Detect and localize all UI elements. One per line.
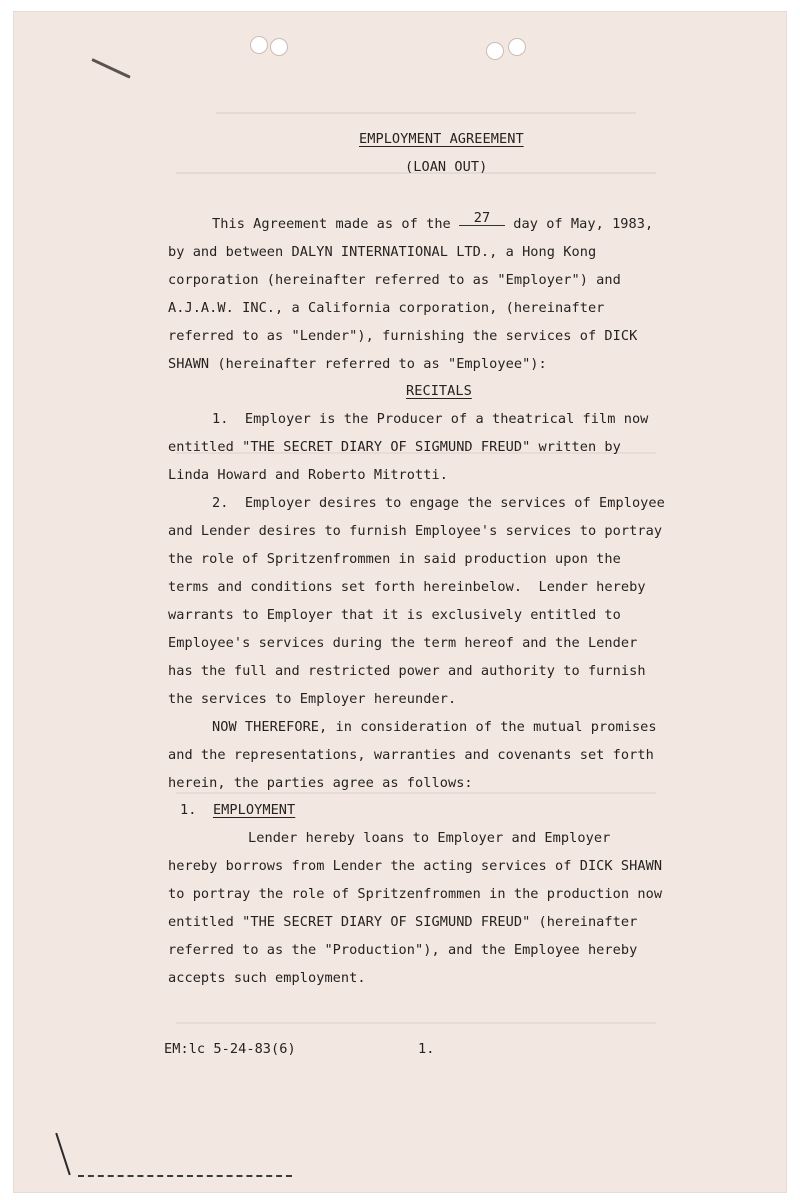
intro-lead: This Agreement made as of the xyxy=(212,216,451,232)
intro-line: SHAWN (hereinafter referred to as "Employee"): xyxy=(168,356,547,372)
recital-2-line: terms and conditions set forth hereinbelow. Lender hereby xyxy=(168,579,646,595)
recital-2-line: has the full and restricted power and authority to furnish xyxy=(168,663,646,679)
day-blank xyxy=(459,211,505,226)
pen-mark xyxy=(55,1133,70,1175)
document-body xyxy=(14,12,786,1192)
recital-1-line: 1. Employer is the Producer of a theatrical film now xyxy=(212,411,649,427)
intro-line: referred to as "Lender"), furnishing the services of DICK xyxy=(168,328,638,344)
section-1-line: accepts such employment. xyxy=(168,970,366,986)
section-1-line: hereby borrows from Lender the acting services of DICK SHAWN xyxy=(168,858,663,874)
recital-2-line: the role of Spritzenfrommen in said production upon the xyxy=(168,551,621,567)
recital-2-line: the services to Employer hereunder. xyxy=(168,691,457,707)
page-number: 1. xyxy=(418,1041,435,1057)
section-1-line: referred to as the "Production"), and the Employee hereby xyxy=(168,942,638,958)
recital-2-line: 2. Employer desires to engage the services of Employee xyxy=(212,495,665,511)
now-therefore-line: herein, the parties agree as follows: xyxy=(168,775,473,791)
section-1-line: to portray the role of Spritzenfrommen in the production now xyxy=(168,886,663,902)
recital-1-line: entitled "THE SECRET DIARY OF SIGMUND FREUD" written by xyxy=(168,439,621,455)
intro-first-line xyxy=(212,210,654,233)
intro-trail: day of May, 1983, xyxy=(513,216,654,232)
dashed-cut-line xyxy=(78,1175,292,1177)
now-therefore-line: and the representations, warranties and covenants set forth xyxy=(168,747,654,763)
document-page xyxy=(14,12,786,1192)
recitals-heading: RECITALS xyxy=(406,383,472,399)
recital-2-line: Employee's services during the term hereof and the Lender xyxy=(168,635,638,651)
recital-2-line: and Lender desires to furnish Employee's services to portray xyxy=(168,523,663,539)
recital-2-line: warrants to Employer that it is exclusively entitled to xyxy=(168,607,621,623)
recital-1-line: Linda Howard and Roberto Mitrotti. xyxy=(168,467,448,483)
section-1-line: Lender hereby loans to Employer and Employer xyxy=(248,830,611,846)
section-1-heading: EMPLOYMENT xyxy=(212,802,296,818)
now-therefore-line: NOW THEREFORE, in consideration of the mutual promises xyxy=(212,719,657,735)
footer-code: EM:lc 5-24-83(6) xyxy=(164,1041,296,1057)
document-title: EMPLOYMENT AGREEMENT xyxy=(359,131,524,147)
section-1-line: entitled "THE SECRET DIARY OF SIGMUND FREUD" (hereinafter xyxy=(168,914,638,930)
intro-line: by and between DALYN INTERNATIONAL LTD., a Hong Kong xyxy=(168,244,597,260)
section-1-number: 1. xyxy=(180,802,197,818)
intro-day: 27 xyxy=(473,210,491,226)
intro-line: corporation (hereinafter referred to as "Employer") and xyxy=(168,272,621,288)
document-subtitle: (LOAN OUT) xyxy=(405,159,488,175)
intro-line: A.J.A.W. INC., a California corporation, (hereinafter xyxy=(168,300,605,316)
section-1-heading-row xyxy=(180,801,295,819)
